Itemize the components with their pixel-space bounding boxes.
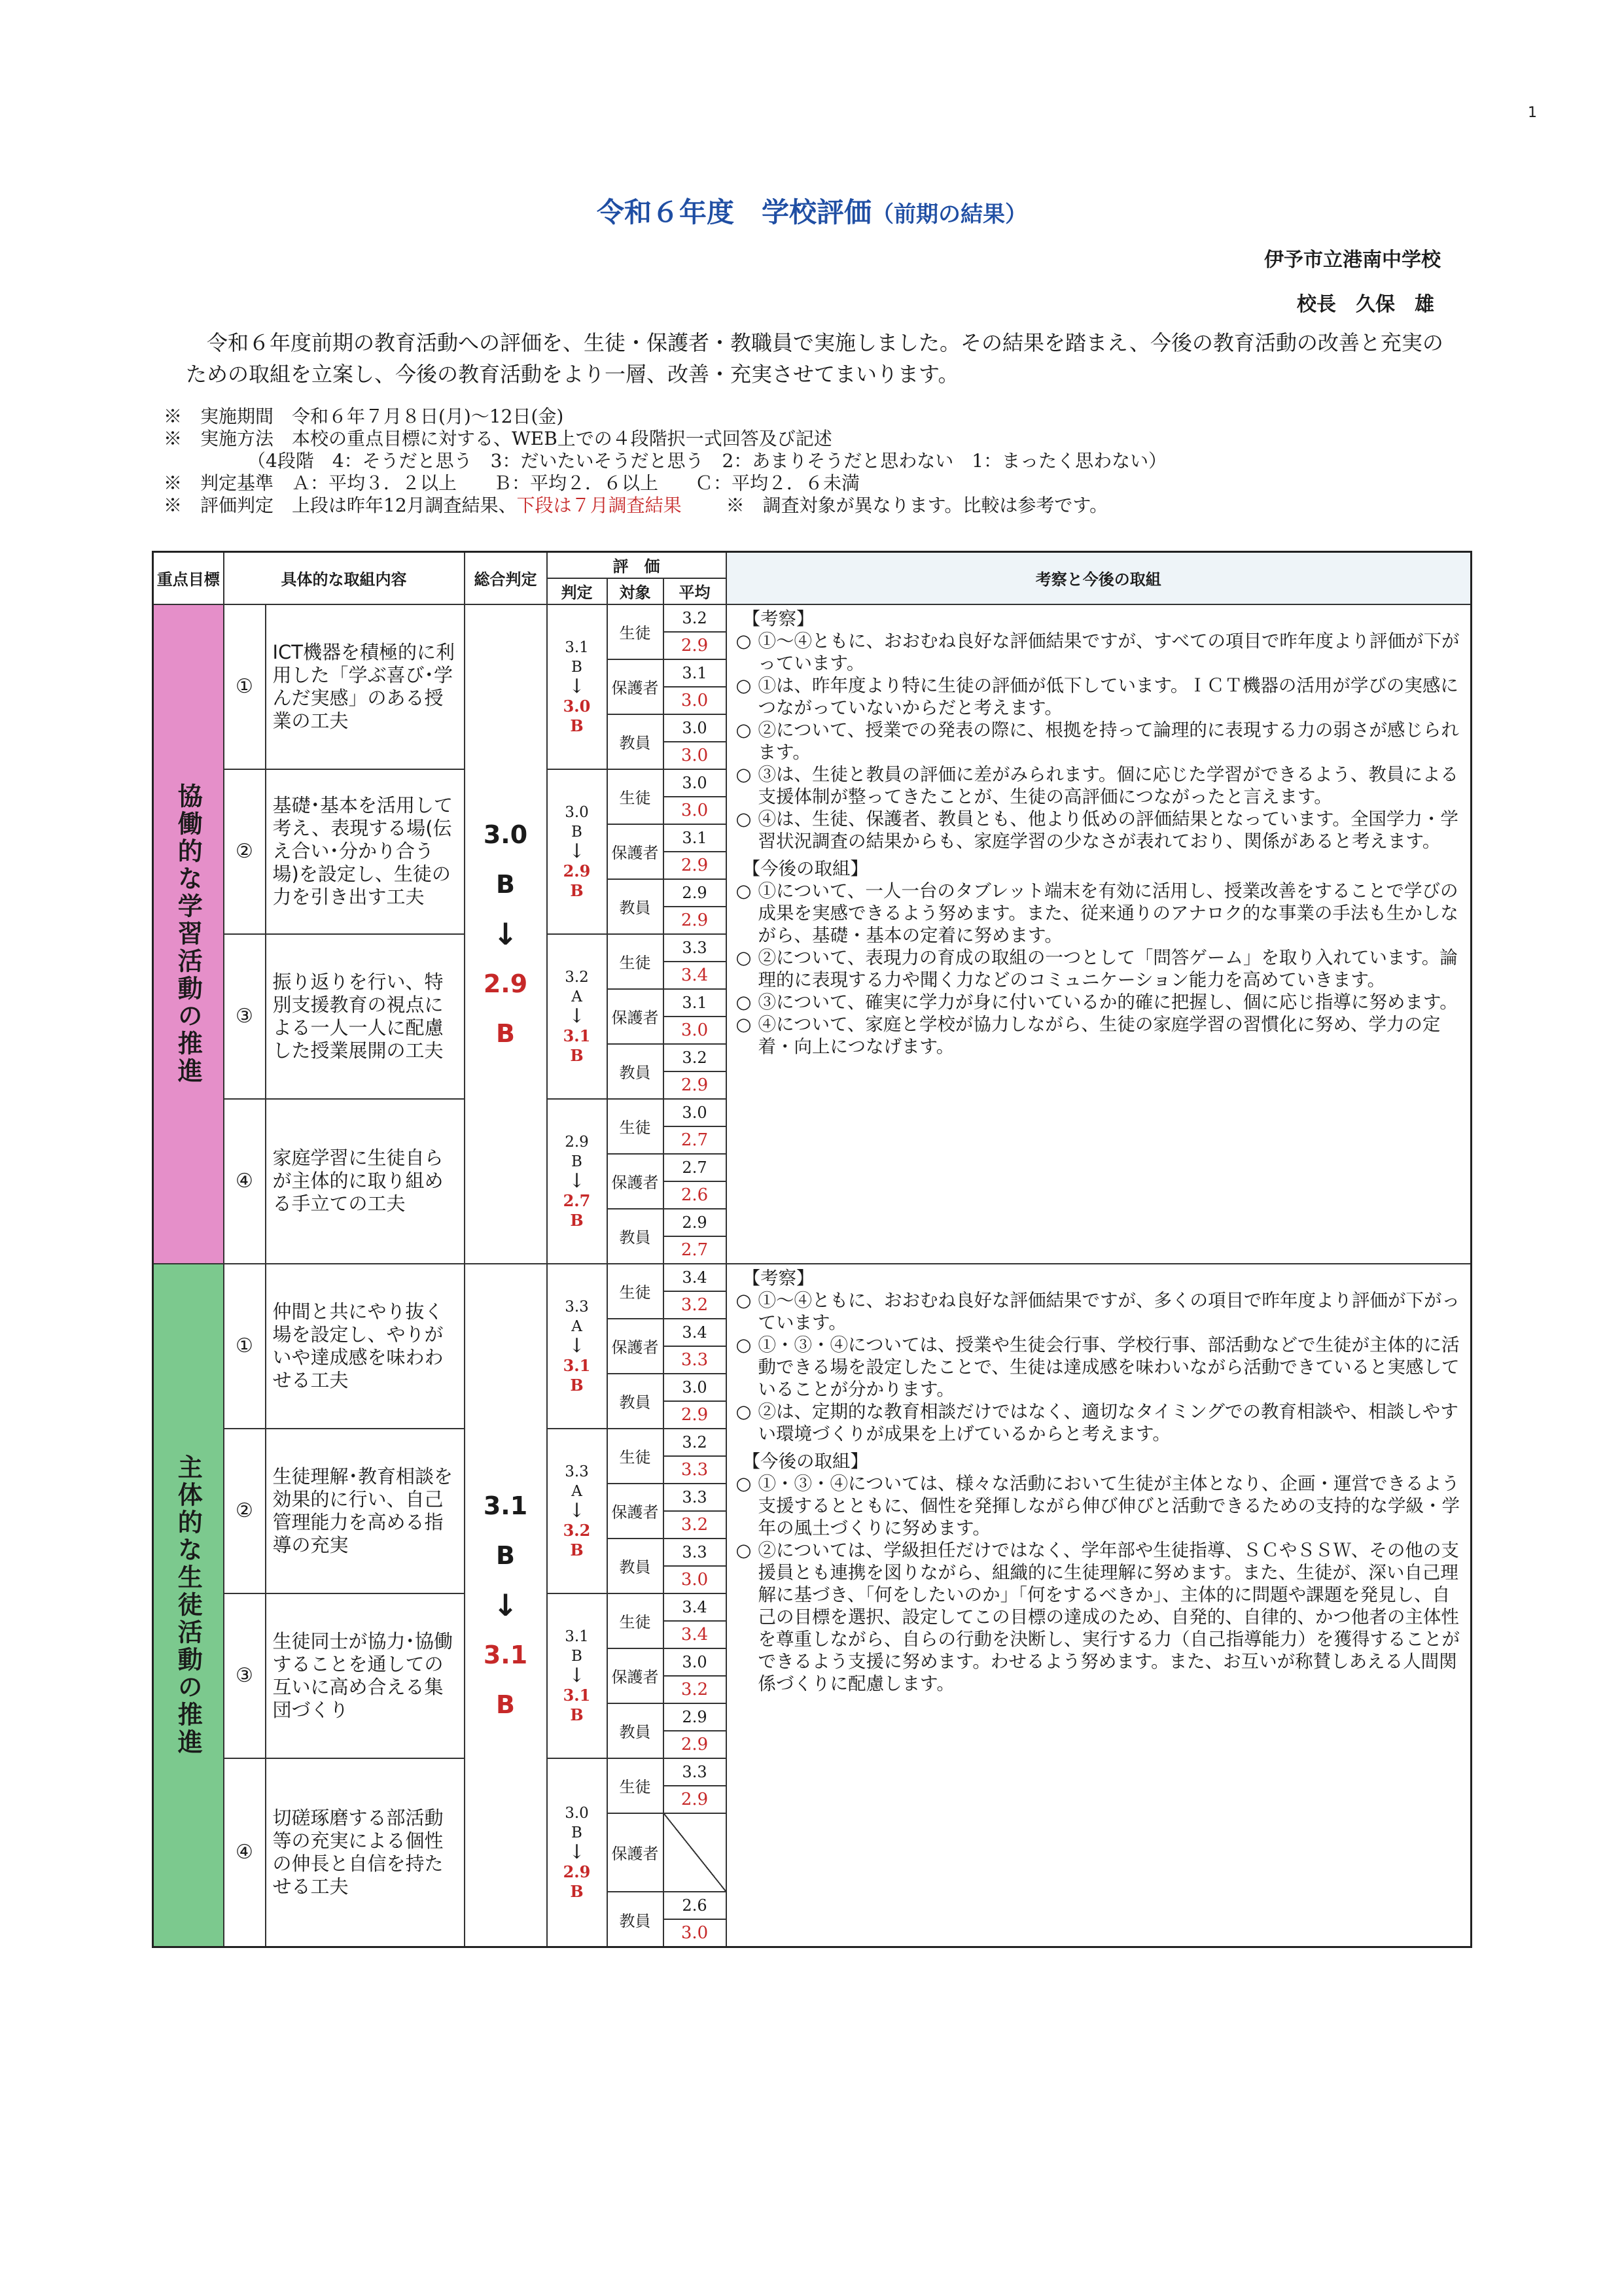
item-judgement: [547, 769, 607, 934]
survey-target: 教員: [607, 1539, 663, 1593]
remark-text: ④は、生徒、保護者、教員とも、他より低めの評価結果となっています。全国学力・学習状況調査の結果からも、家庭学習の少なさが表れており、関係があると考えます。: [758, 808, 1458, 852]
item-content: 切磋琢磨する部活動等の充実による個性の伸長と自信を持たせる工夫: [266, 1758, 465, 1947]
average-cur: 3.0: [663, 742, 726, 769]
judge-cur: 2.9: [563, 861, 591, 880]
average-cur: 3.2: [663, 1676, 726, 1703]
judge-cur: 3.0: [563, 696, 591, 716]
average-prev: 2.9: [663, 1209, 726, 1236]
average-cur: 3.4: [663, 1621, 726, 1648]
average-prev: 3.2: [663, 1429, 726, 1456]
item-content: 振り返りを行い、特別支援教育の視点による一人一人に配慮した授業展開の工夫: [266, 934, 465, 1099]
overall-cur: 2.9: [483, 969, 528, 998]
average-cur: 2.9: [663, 852, 726, 879]
average-prev: 3.0: [663, 714, 726, 742]
judge-prev: 3.3: [565, 1463, 589, 1480]
judge-cur-grade: B: [570, 1045, 584, 1065]
survey-target: 教員: [607, 1209, 663, 1264]
average-cur: 3.4: [663, 962, 726, 989]
bullet-circle-icon: ○: [735, 991, 752, 1013]
item-judgement: [547, 1264, 607, 1429]
survey-target: 教員: [607, 1374, 663, 1429]
goal-name: 協働的な学習活動の推進: [173, 782, 203, 1085]
note-period: ※ 実施期間 令和６年７月８日(月)～12日(金): [164, 406, 564, 427]
note-eval-red: 下段は７月調査結果: [516, 495, 682, 516]
down-arrow-icon: ↓: [493, 916, 518, 952]
judge-prev-grade: A: [571, 1482, 582, 1500]
down-arrow-icon: ↓: [568, 1004, 586, 1028]
survey-target: 教員: [607, 879, 663, 934]
principal-name: 校長 久保 雄: [1297, 293, 1434, 316]
judge-prev: 3.1: [565, 1627, 589, 1645]
item-number: ④: [224, 1758, 266, 1947]
survey-target: 生徒: [607, 1264, 663, 1319]
page-number: 1: [1528, 105, 1537, 121]
remark-line: [736, 1400, 1461, 1445]
judge-prev: 3.0: [565, 803, 589, 821]
judge-prev: 2.9: [565, 1133, 589, 1151]
average-cur: 2.9: [663, 1786, 726, 1813]
judge-cur-grade: B: [570, 880, 584, 900]
judge-prev: 3.0: [565, 1804, 589, 1822]
judge-prev-grade: B: [571, 823, 582, 841]
survey-target: 教員: [607, 1892, 663, 1947]
remark-text: ①は、昨年度より特に生徒の評価が低下しています。ＩＣＴ機器の活用が学びの実感につながっていないからだと考えます。: [758, 674, 1458, 718]
remark-line: [736, 880, 1461, 947]
judge-cur: 3.1: [563, 1026, 591, 1045]
survey-target: 保護者: [607, 824, 663, 879]
judge-prev-grade: A: [571, 1317, 582, 1335]
item-content: 基礎･基本を活用して考え、表現する場(伝え合い･分かり合う場)を設定し、生徒の力を引き出す工夫: [266, 769, 465, 934]
survey-target: 生徒: [607, 1429, 663, 1484]
average-prev: 2.6: [663, 1892, 726, 1919]
bullet-circle-icon: ○: [735, 947, 752, 968]
overall-prev-grade: B: [496, 869, 515, 899]
down-arrow-icon: ↓: [568, 1663, 586, 1687]
average-prev: 3.0: [663, 1374, 726, 1401]
average-prev: 3.3: [663, 1758, 726, 1786]
remark-line: [736, 991, 1461, 1013]
average-cur: 3.0: [663, 687, 726, 714]
evaluation-table: [152, 551, 1472, 1948]
goal-cell: [153, 1264, 224, 1947]
remark-text: 【考察】: [742, 608, 815, 629]
item-number: ①: [224, 1264, 266, 1429]
title-main: 令和６年度 学校評価: [596, 196, 872, 228]
remarks-cell: [726, 604, 1472, 1264]
header-evaluation: 評 価: [547, 552, 726, 578]
average-cur: 2.7: [663, 1126, 726, 1154]
average-cur: 3.2: [663, 1291, 726, 1319]
survey-target: 保護者: [607, 989, 663, 1044]
judge-prev: 3.3: [565, 1298, 589, 1315]
average-cur: 2.7: [663, 1236, 726, 1264]
survey-target: 生徒: [607, 1758, 663, 1813]
header-goal: 重点目標: [153, 552, 224, 604]
item-judgement: [547, 1099, 607, 1264]
average-prev: 3.3: [663, 934, 726, 962]
note-criteria: ※ 判定基準 Ａ：平均３．２以上 Ｂ：平均２．６以上 Ｃ：平均２．６未満: [164, 472, 860, 494]
judge-prev-grade: B: [571, 1824, 582, 1841]
average-cur: 3.3: [663, 1346, 726, 1374]
overall-prev: 3.1: [483, 1491, 528, 1520]
overall-prev-grade: B: [496, 1540, 515, 1570]
remark-text: ③は、生徒と教員の評価に差がみられます。個に応じた学習ができるよう、教員による支援体制が整ってきたことが、生徒の高評価につながったと言えます。: [758, 763, 1458, 807]
down-arrow-icon: ↓: [568, 1840, 586, 1864]
judge-cur-grade: B: [570, 716, 584, 735]
remark-line: [736, 674, 1461, 719]
average-prev: 3.4: [663, 1264, 726, 1291]
judge-cur-grade: B: [570, 1881, 584, 1901]
item-judgement: [547, 604, 607, 769]
survey-target: 生徒: [607, 1099, 663, 1154]
survey-target: 生徒: [607, 769, 663, 824]
survey-target: 保護者: [607, 1319, 663, 1374]
average-prev: 3.1: [663, 659, 726, 687]
average-prev: 3.1: [663, 824, 726, 852]
item-judgement: [547, 1758, 607, 1947]
school-name: 伊予市立港南中学校: [1264, 249, 1441, 271]
judge-cur-grade: B: [570, 1705, 584, 1724]
item-content: 家庭学習に生徒自らが主体的に取り組める手立ての工夫: [266, 1099, 465, 1264]
remark-line: [736, 608, 1461, 630]
average-cur: 3.0: [663, 1566, 726, 1593]
page-title: [0, 191, 1624, 230]
note-scale: （4段階 4：そうだと思う 3：だいたいそうだと思う 2：あまりそうだと思わない 1：まったく思わない）: [247, 450, 1167, 472]
remark-text: ②について、授業での発表の際に、根拠を持って論理的に表現する力の弱さが感じられます。: [758, 719, 1459, 763]
survey-target: 教員: [607, 1044, 663, 1099]
remark-text: ③について、確実に学力が身に付いているか的確に把握し、個に応じ指導に努めます。: [758, 991, 1458, 1013]
survey-notes: [164, 406, 1167, 517]
bullet-circle-icon: ○: [735, 1472, 752, 1494]
remark-line: [736, 719, 1461, 763]
judge-cur: 3.2: [563, 1520, 591, 1540]
item-number: ②: [224, 769, 266, 934]
overall-prev: 3.0: [483, 820, 528, 849]
overall-judgement: [465, 604, 547, 1264]
average-prev: 3.2: [663, 604, 726, 632]
remark-line: [736, 1539, 1461, 1695]
intro-paragraph: 令和６年度前期の教育活動への評価を、生徒・保護者・教職員で実施しました。その結果を踏まえ、今後の教育活動の改善と充実のための取組を立案し、今後の教育活動をより一層、改善・充実させてまいります。: [186, 330, 1443, 387]
average-prev: 2.7: [663, 1154, 726, 1181]
remark-line: [736, 763, 1461, 808]
survey-target: 教員: [607, 714, 663, 769]
survey-target: 保護者: [607, 1154, 663, 1209]
overall-judgement: [465, 1264, 547, 1947]
bullet-circle-icon: ○: [735, 808, 752, 829]
overall-cur-grade: B: [496, 1018, 515, 1048]
remark-line: [736, 1013, 1461, 1058]
remark-text: ④について、家庭と学校が協力しながら、生徒の家庭学習の習慣化に努め、学力の定着・向上につなげます。: [758, 1013, 1441, 1057]
header-remarks: 考察と今後の取組: [726, 552, 1472, 604]
title-sub: （前期の結果）: [872, 201, 1027, 228]
survey-target: 保護者: [607, 1813, 663, 1892]
down-arrow-icon: ↓: [568, 1499, 586, 1522]
average-cur: 2.9: [663, 907, 726, 934]
remark-line: [736, 1334, 1461, 1400]
judge-cur: 2.9: [563, 1862, 591, 1881]
average-cur: 3.0: [663, 797, 726, 824]
header-content: 具体的な取組内容: [224, 552, 465, 604]
average-prev: 3.0: [663, 769, 726, 797]
remark-text: ①～④ともに、おおむね良好な評価結果ですが、多くの項目で昨年度より評価が下がっています。: [758, 1289, 1460, 1333]
judge-cur: 3.1: [563, 1685, 591, 1705]
item-number: ④: [224, 1099, 266, 1264]
survey-target: 保護者: [607, 1484, 663, 1539]
bullet-circle-icon: ○: [735, 1539, 752, 1561]
remark-text: 【今後の取組】: [742, 1450, 869, 1472]
survey-target: 教員: [607, 1703, 663, 1758]
average-cur: 3.2: [663, 1511, 726, 1539]
bullet-circle-icon: ○: [735, 1013, 752, 1035]
remark-text: ②については、学級担任だけではなく、学年部や生徒指導、ＳＣやＳＳＷ、その他の支援員とも連携を図りながら、組織的に生徒理解に努めます。また、生徒が、深い自己理解に基づき、「何をしたいのか」「何をするべきか」、主体的に問題や課題を発見し、自己の目標を選択、設定してこの目標の達成のため、自発的、自律的、かつ他者の主体性を尊重しながら、自らの行動を決断し、実行する力（自己指導能力）を獲得することができるよう支援に努めます。わせるよう努めます。また、お互いが称賛しあえる人間関係づくりに配慮します。: [758, 1539, 1460, 1694]
survey-target: 生徒: [607, 934, 663, 989]
note-method: ※ 実施方法 本校の重点目標に対する、WEB上での４段階択一式回答及び記述: [164, 428, 832, 449]
item-judgement: [547, 1429, 607, 1593]
bullet-circle-icon: ○: [735, 719, 752, 740]
header-overall: 総合判定: [465, 552, 547, 604]
bullet-circle-icon: ○: [735, 880, 752, 901]
judge-cur-grade: B: [570, 1210, 584, 1230]
judge-prev-grade: B: [571, 1647, 582, 1665]
goal-cell: [153, 604, 224, 1264]
survey-target: 保護者: [607, 1648, 663, 1703]
judge-prev-grade: A: [571, 988, 582, 1005]
average-cur: 2.9: [663, 1731, 726, 1758]
overall-cur: 3.1: [483, 1640, 528, 1669]
item-number: ③: [224, 1593, 266, 1758]
survey-target: 保護者: [607, 659, 663, 714]
average-prev: 3.1: [663, 989, 726, 1017]
bullet-circle-icon: ○: [735, 1400, 752, 1422]
judge-cur-grade: B: [570, 1375, 584, 1395]
remark-line: [736, 808, 1461, 852]
remark-text: ①～④ともに、おおむね良好な評価結果ですが、すべての項目で昨年度より評価が下がっています。: [758, 630, 1460, 674]
remark-line: [736, 947, 1461, 991]
remark-text: ②は、定期的な教育相談だけではなく、適切なタイミングでの教育相談や、相談しやすい環境づくりが成果を上げているからと考えます。: [758, 1400, 1458, 1444]
survey-target: 生徒: [607, 1593, 663, 1648]
header-average: 平均: [663, 578, 726, 604]
note-eval-prefix: ※ 評価判定 上段は昨年12月調査結果、: [164, 495, 517, 516]
remark-text: ①について、一人一台のタブレット端末を有効に活用し、授業改善をすることで学びの成果を実感できるよう努めます。また、従来通りのアナロク的な事業の手法も生かしながら、基礎・基本の定着に努めます。: [758, 880, 1458, 946]
survey-target: 生徒: [607, 604, 663, 659]
header-target: 対象: [607, 578, 663, 604]
judge-prev: 3.2: [565, 968, 589, 986]
note-eval: [164, 495, 1167, 517]
average-cur: 3.3: [663, 1456, 726, 1484]
item-content: 生徒同士が協力･協働することを通しての互いに高め合える集団づくり: [266, 1593, 465, 1758]
down-arrow-icon: ↓: [568, 1169, 586, 1192]
remark-text: 【今後の取組】: [742, 858, 869, 879]
remark-line: [736, 858, 1461, 880]
remark-line: [736, 1450, 1461, 1472]
average-prev: 3.4: [663, 1593, 726, 1621]
bullet-circle-icon: ○: [735, 674, 752, 696]
bullet-circle-icon: ○: [735, 1289, 752, 1311]
item-content: ICT機器を積極的に利用した「学ぶ喜び･学んだ実感」のある授業の工夫: [266, 604, 465, 769]
bullet-circle-icon: ○: [735, 1334, 752, 1355]
average-prev: 3.3: [663, 1539, 726, 1566]
item-number: ①: [224, 604, 266, 769]
remark-text: ①・③・④については、授業や生徒会行事、学校行事、部活動などで生徒が主体的に活動できる場を設定したことで、生徒は達成感を味わいながら活動できていると実感していることが分かります。: [758, 1334, 1460, 1400]
down-arrow-icon: ↓: [493, 1587, 518, 1623]
judge-prev-grade: B: [571, 658, 582, 676]
average-prev: 3.2: [663, 1044, 726, 1071]
down-arrow-icon: ↓: [568, 839, 586, 863]
judge-cur: 3.1: [563, 1355, 591, 1375]
average-cur: 2.9: [663, 1401, 726, 1429]
average-prev: 3.4: [663, 1319, 726, 1346]
item-content: 仲間と共にやり抜く場を設定し、やりがいや達成感を味わわせる工夫: [266, 1264, 465, 1429]
average-prev: 3.0: [663, 1099, 726, 1126]
remarks-cell: [726, 1264, 1472, 1947]
note-eval-suffix: ※ 調査対象が異なります。比較は参考です。: [707, 495, 1108, 516]
average-prev: 3.3: [663, 1484, 726, 1511]
item-number: ②: [224, 1429, 266, 1593]
down-arrow-icon: ↓: [568, 674, 586, 698]
no-data-slash: [663, 1813, 726, 1892]
down-arrow-icon: ↓: [568, 1334, 586, 1357]
remark-line: [736, 1267, 1461, 1289]
header-judge: 判定: [547, 578, 607, 604]
item-judgement: [547, 1593, 607, 1758]
average-cur: 3.0: [663, 1919, 726, 1947]
remark-text: 【考察】: [742, 1267, 815, 1289]
judge-prev: 3.1: [565, 638, 589, 656]
item-number: ③: [224, 934, 266, 1099]
average-cur: 2.9: [663, 632, 726, 659]
average-prev: 2.9: [663, 1703, 726, 1731]
item-content: 生徒理解･教育相談を効果的に行い、自己管理能力を高める指導の充実: [266, 1429, 465, 1593]
judge-cur-grade: B: [570, 1540, 584, 1559]
remark-line: [736, 1472, 1461, 1539]
average-prev: 2.9: [663, 879, 726, 907]
average-cur: 3.0: [663, 1017, 726, 1044]
overall-cur-grade: B: [496, 1690, 515, 1719]
remark-text: ①・③・④については、様々な活動において生徒が主体となり、企画・運営できるよう支援するとともに、個性を発揮しながら伸び伸びと活動できるための支持的な学級・学年の風土づくりに努めます。: [758, 1472, 1460, 1539]
judge-prev-grade: B: [571, 1153, 582, 1170]
judge-cur: 2.7: [563, 1191, 591, 1210]
remark-line: [736, 1289, 1461, 1334]
average-cur: 2.9: [663, 1071, 726, 1099]
remark-line: [736, 630, 1461, 674]
item-judgement: [547, 934, 607, 1099]
remark-text: ②について、表現力の育成の取組の一つとして「問答ゲーム」を取り入れています。論理的に表現する力や聞く力などのコミュニケーション能力を高めていきます。: [758, 947, 1458, 990]
average-prev: 3.0: [663, 1648, 726, 1676]
bullet-circle-icon: ○: [735, 763, 752, 785]
goal-name: 主体的な生徒活動の推進: [173, 1453, 203, 1756]
bullet-circle-icon: ○: [735, 630, 752, 652]
average-cur: 2.6: [663, 1181, 726, 1209]
